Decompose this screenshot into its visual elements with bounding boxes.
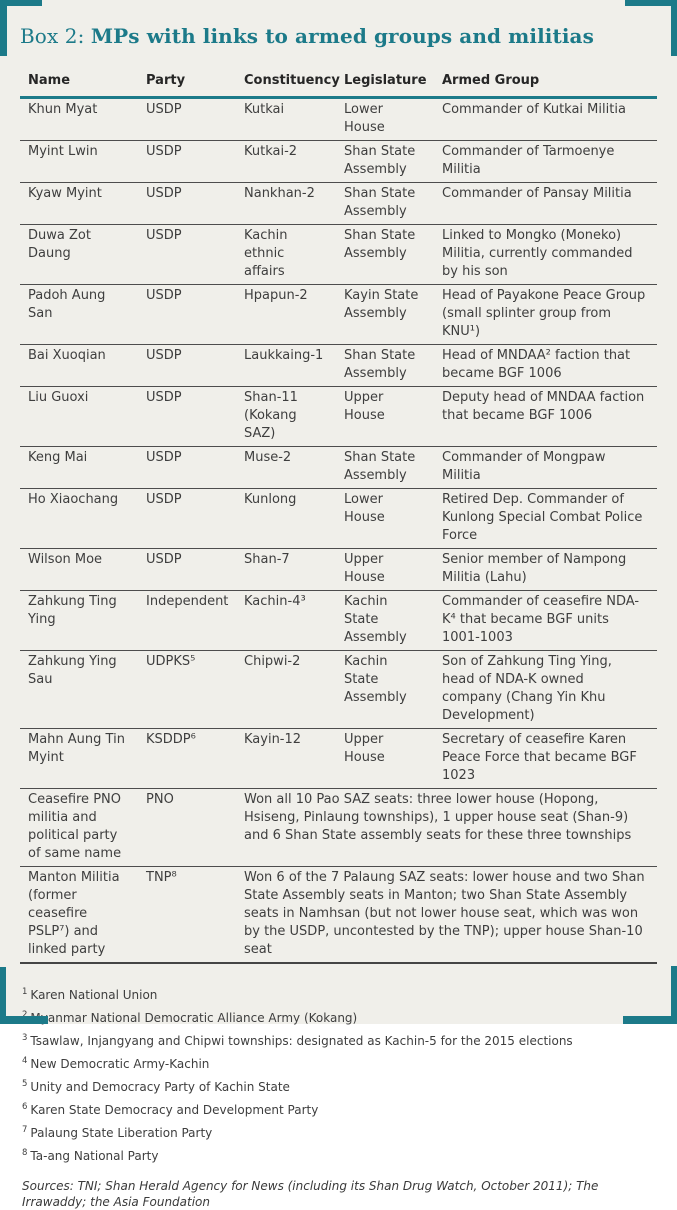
cell-name: Duwa Zot Daung — [20, 225, 138, 285]
cell-constituency: Kutkai-2 — [236, 141, 336, 183]
footnote-text: New Democratic Army-Kachin — [30, 1057, 210, 1071]
cell-legislature: Shan State Assembly — [336, 141, 434, 183]
column-header: Party — [138, 69, 236, 98]
corner-bracket-top-left — [0, 0, 42, 56]
footnote-text: Palaung State Liberation Party — [30, 1126, 213, 1140]
table-row — [20, 591, 657, 651]
table-row — [20, 789, 657, 867]
cell-armed-group: Linked to Mongko (Moneko) Militia, currently commanded by his son — [434, 225, 657, 285]
footnote-item — [22, 1097, 657, 1120]
cell-legislature: Shan State Assembly — [336, 345, 434, 387]
cell-details: Won all 10 Pao SAZ seats: three lower house (Hopong, Hsiseng, Pinlaung townships), 1 upper house seat (Shan-9) and 6 Shan State assembly seats for these three townships — [236, 789, 657, 867]
footnote-marker: 6 — [22, 1102, 28, 1112]
cell-armed-group: Deputy head of MNDAA faction that became BGF 1006 — [434, 387, 657, 447]
footnote-item — [22, 982, 657, 1005]
footnote-item — [22, 1120, 657, 1143]
box-label: Box 2: — [20, 24, 85, 48]
cell-party: USDP — [138, 183, 236, 225]
cell-constituency: Kayin-12 — [236, 729, 336, 789]
cell-armed-group: Commander of Pansay Militia — [434, 183, 657, 225]
cell-legislature: Shan State Assembly — [336, 447, 434, 489]
cell-constituency: Nankhan-2 — [236, 183, 336, 225]
cell-armed-group: Head of Payakone Peace Group (small splinter group from KNU¹) — [434, 285, 657, 345]
footnote-item — [22, 1005, 657, 1028]
table-row — [20, 651, 657, 729]
column-header: Constituency — [236, 69, 336, 98]
mps-armed-groups-table — [20, 69, 657, 964]
box-title-text: MPs with links to armed groups and militias — [90, 24, 594, 48]
table-row — [20, 867, 657, 964]
cell-legislature: Upper House — [336, 387, 434, 447]
footnote-text: Karen National Union — [30, 988, 158, 1002]
cell-name: Ho Xiaochang — [20, 489, 138, 549]
cell-name: Manton Militia (former ceasefire PSLP⁷) and linked party — [20, 867, 138, 964]
cell-legislature: Upper House — [336, 549, 434, 591]
cell-party: UDPKS⁵ — [138, 651, 236, 729]
corner-bracket-bottom-left — [0, 967, 48, 1024]
footnote-list — [20, 982, 657, 1166]
table-row — [20, 141, 657, 183]
cell-armed-group: Commander of Mongpaw Militia — [434, 447, 657, 489]
cell-armed-group: Commander of ceasefire NDA-K⁴ that became BGF units 1001-1003 — [434, 591, 657, 651]
cell-armed-group: Secretary of ceasefire Karen Peace Force that became BGF 1023 — [434, 729, 657, 789]
cell-constituency: Kutkai — [244, 102, 285, 117]
column-header: Legislature — [336, 69, 434, 98]
footnote-item — [22, 1143, 657, 1166]
footnote-marker: 1 — [22, 987, 28, 997]
corner-bracket-top-right — [625, 0, 677, 56]
footnote-text: Myanmar National Democratic Alliance Army (Kokang) — [30, 1011, 358, 1025]
cell-party: USDP — [138, 345, 236, 387]
footnote-marker: 4 — [22, 1056, 28, 1066]
cell-party: USDP — [138, 549, 236, 591]
cell-constituency: Kachin-4³ — [236, 591, 336, 651]
cell-party: KSDDP⁶ — [138, 729, 236, 789]
cell-legislature: Lower House — [344, 102, 385, 135]
box-title — [20, 24, 657, 48]
cell-legislature: Kachin State Assembly — [336, 591, 434, 651]
sources-line: Sources: TNI; Shan Herald Agency for News (including its Shan Drug Watch, October 2011); The Irrawaddy; the Asia Foundation — [22, 1179, 599, 1209]
table-row — [20, 387, 657, 447]
cell-constituency: Shan-11 (Kokang SAZ) — [236, 387, 336, 447]
cell-name: Ceasefire PNO militia and political party of same name — [20, 789, 138, 867]
table-row — [20, 489, 657, 549]
cell-party: USDP — [138, 447, 236, 489]
footnote-item — [22, 1051, 657, 1074]
cell-name: Khun Myat — [28, 102, 98, 117]
footnote-marker: 3 — [22, 1033, 28, 1043]
cell-constituency: Chipwi-2 — [236, 651, 336, 729]
footnote-marker: 8 — [22, 1148, 28, 1158]
table-row — [20, 729, 657, 789]
table-row — [20, 549, 657, 591]
footnote-text: Karen State Democracy and Development Party — [30, 1103, 319, 1117]
cell-constituency: Hpapun-2 — [236, 285, 336, 345]
footnote-item — [22, 1074, 657, 1097]
table-row — [20, 285, 657, 345]
cell-legislature: Upper House — [336, 729, 434, 789]
cell-party: USDP — [146, 102, 182, 117]
column-header: Name — [20, 69, 138, 98]
cell-name: Padoh Aung San — [20, 285, 138, 345]
cell-name: Wilson Moe — [20, 549, 138, 591]
footnote-text: Ta-ang National Party — [30, 1149, 159, 1163]
cell-legislature: Kachin State Assembly — [336, 651, 434, 729]
cell-legislature: Lower House — [336, 489, 434, 549]
cell-armed-group: Head of MNDAA² faction that became BGF 1006 — [434, 345, 657, 387]
cell-party: USDP — [138, 285, 236, 345]
cell-name: Bai Xuoqian — [20, 345, 138, 387]
cell-armed-group: Senior member of Nampong Militia (Lahu) — [434, 549, 657, 591]
cell-constituency: Shan-7 — [236, 549, 336, 591]
footnote-text: Tsawlaw, Injangyang and Chipwi townships: designated as Kachin-5 for the 2015 elections — [30, 1034, 573, 1048]
cell-name: Zahkung Ying Sau — [20, 651, 138, 729]
cell-name: Myint Lwin — [20, 141, 138, 183]
cell-party: USDP — [138, 225, 236, 285]
footnote-text: Unity and Democracy Party of Kachin State — [30, 1080, 290, 1094]
cell-name: Zahkung Ting Ying — [20, 591, 138, 651]
cell-party: USDP — [138, 387, 236, 447]
cell-armed-group: Retired Dep. Commander of Kunlong Special Combat Police Force — [434, 489, 657, 549]
cell-armed-group: Commander of Tarmoenye Militia — [434, 141, 657, 183]
cell-name: Kyaw Myint — [20, 183, 138, 225]
cell-legislature: Shan State Assembly — [336, 225, 434, 285]
cell-party: USDP — [138, 141, 236, 183]
cell-legislature: Shan State Assembly — [336, 183, 434, 225]
footnote-marker: 7 — [22, 1125, 28, 1135]
table-header-row — [20, 69, 657, 98]
corner-bracket-bottom-right — [623, 966, 677, 1024]
cell-name: Liu Guoxi — [20, 387, 138, 447]
footnote-marker: 5 — [22, 1079, 28, 1089]
cell-party: TNP⁸ — [138, 867, 236, 964]
cell-details: Won 6 of the 7 Palaung SAZ seats: lower house and two Shan State Assembly seats in Manton; two Shan State Assembly seats in Namhsan (but not lower house seat, which was won by the USDP, uncontested by the TNP); upper house Shan-10 seat — [236, 867, 657, 964]
column-header: Armed Group — [434, 69, 657, 98]
table-row — [20, 447, 657, 489]
cell-constituency: Kachin ethnic affairs — [236, 225, 336, 285]
footnote-item — [22, 1028, 657, 1051]
cell-party: Independent — [138, 591, 236, 651]
table-row — [20, 225, 657, 285]
cell-constituency: Laukkaing-1 — [236, 345, 336, 387]
footnote-marker: 2 — [22, 1010, 28, 1020]
cell-constituency: Kunlong — [236, 489, 336, 549]
cell-constituency: Muse-2 — [236, 447, 336, 489]
cell-armed-group: Son of Zahkung Ting Ying, head of NDA-K owned company (Chang Yin Khu Development) — [434, 651, 657, 729]
cell-armed-group: Commander of Kutkai Militia — [442, 102, 626, 117]
table-row — [20, 98, 657, 141]
table-row — [20, 345, 657, 387]
cell-party: USDP — [138, 489, 236, 549]
table-row — [20, 183, 657, 225]
cell-legislature: Kayin State Assembly — [336, 285, 434, 345]
cell-name: Mahn Aung Tin Myint — [20, 729, 138, 789]
cell-party: PNO — [138, 789, 236, 867]
cell-name: Keng Mai — [20, 447, 138, 489]
